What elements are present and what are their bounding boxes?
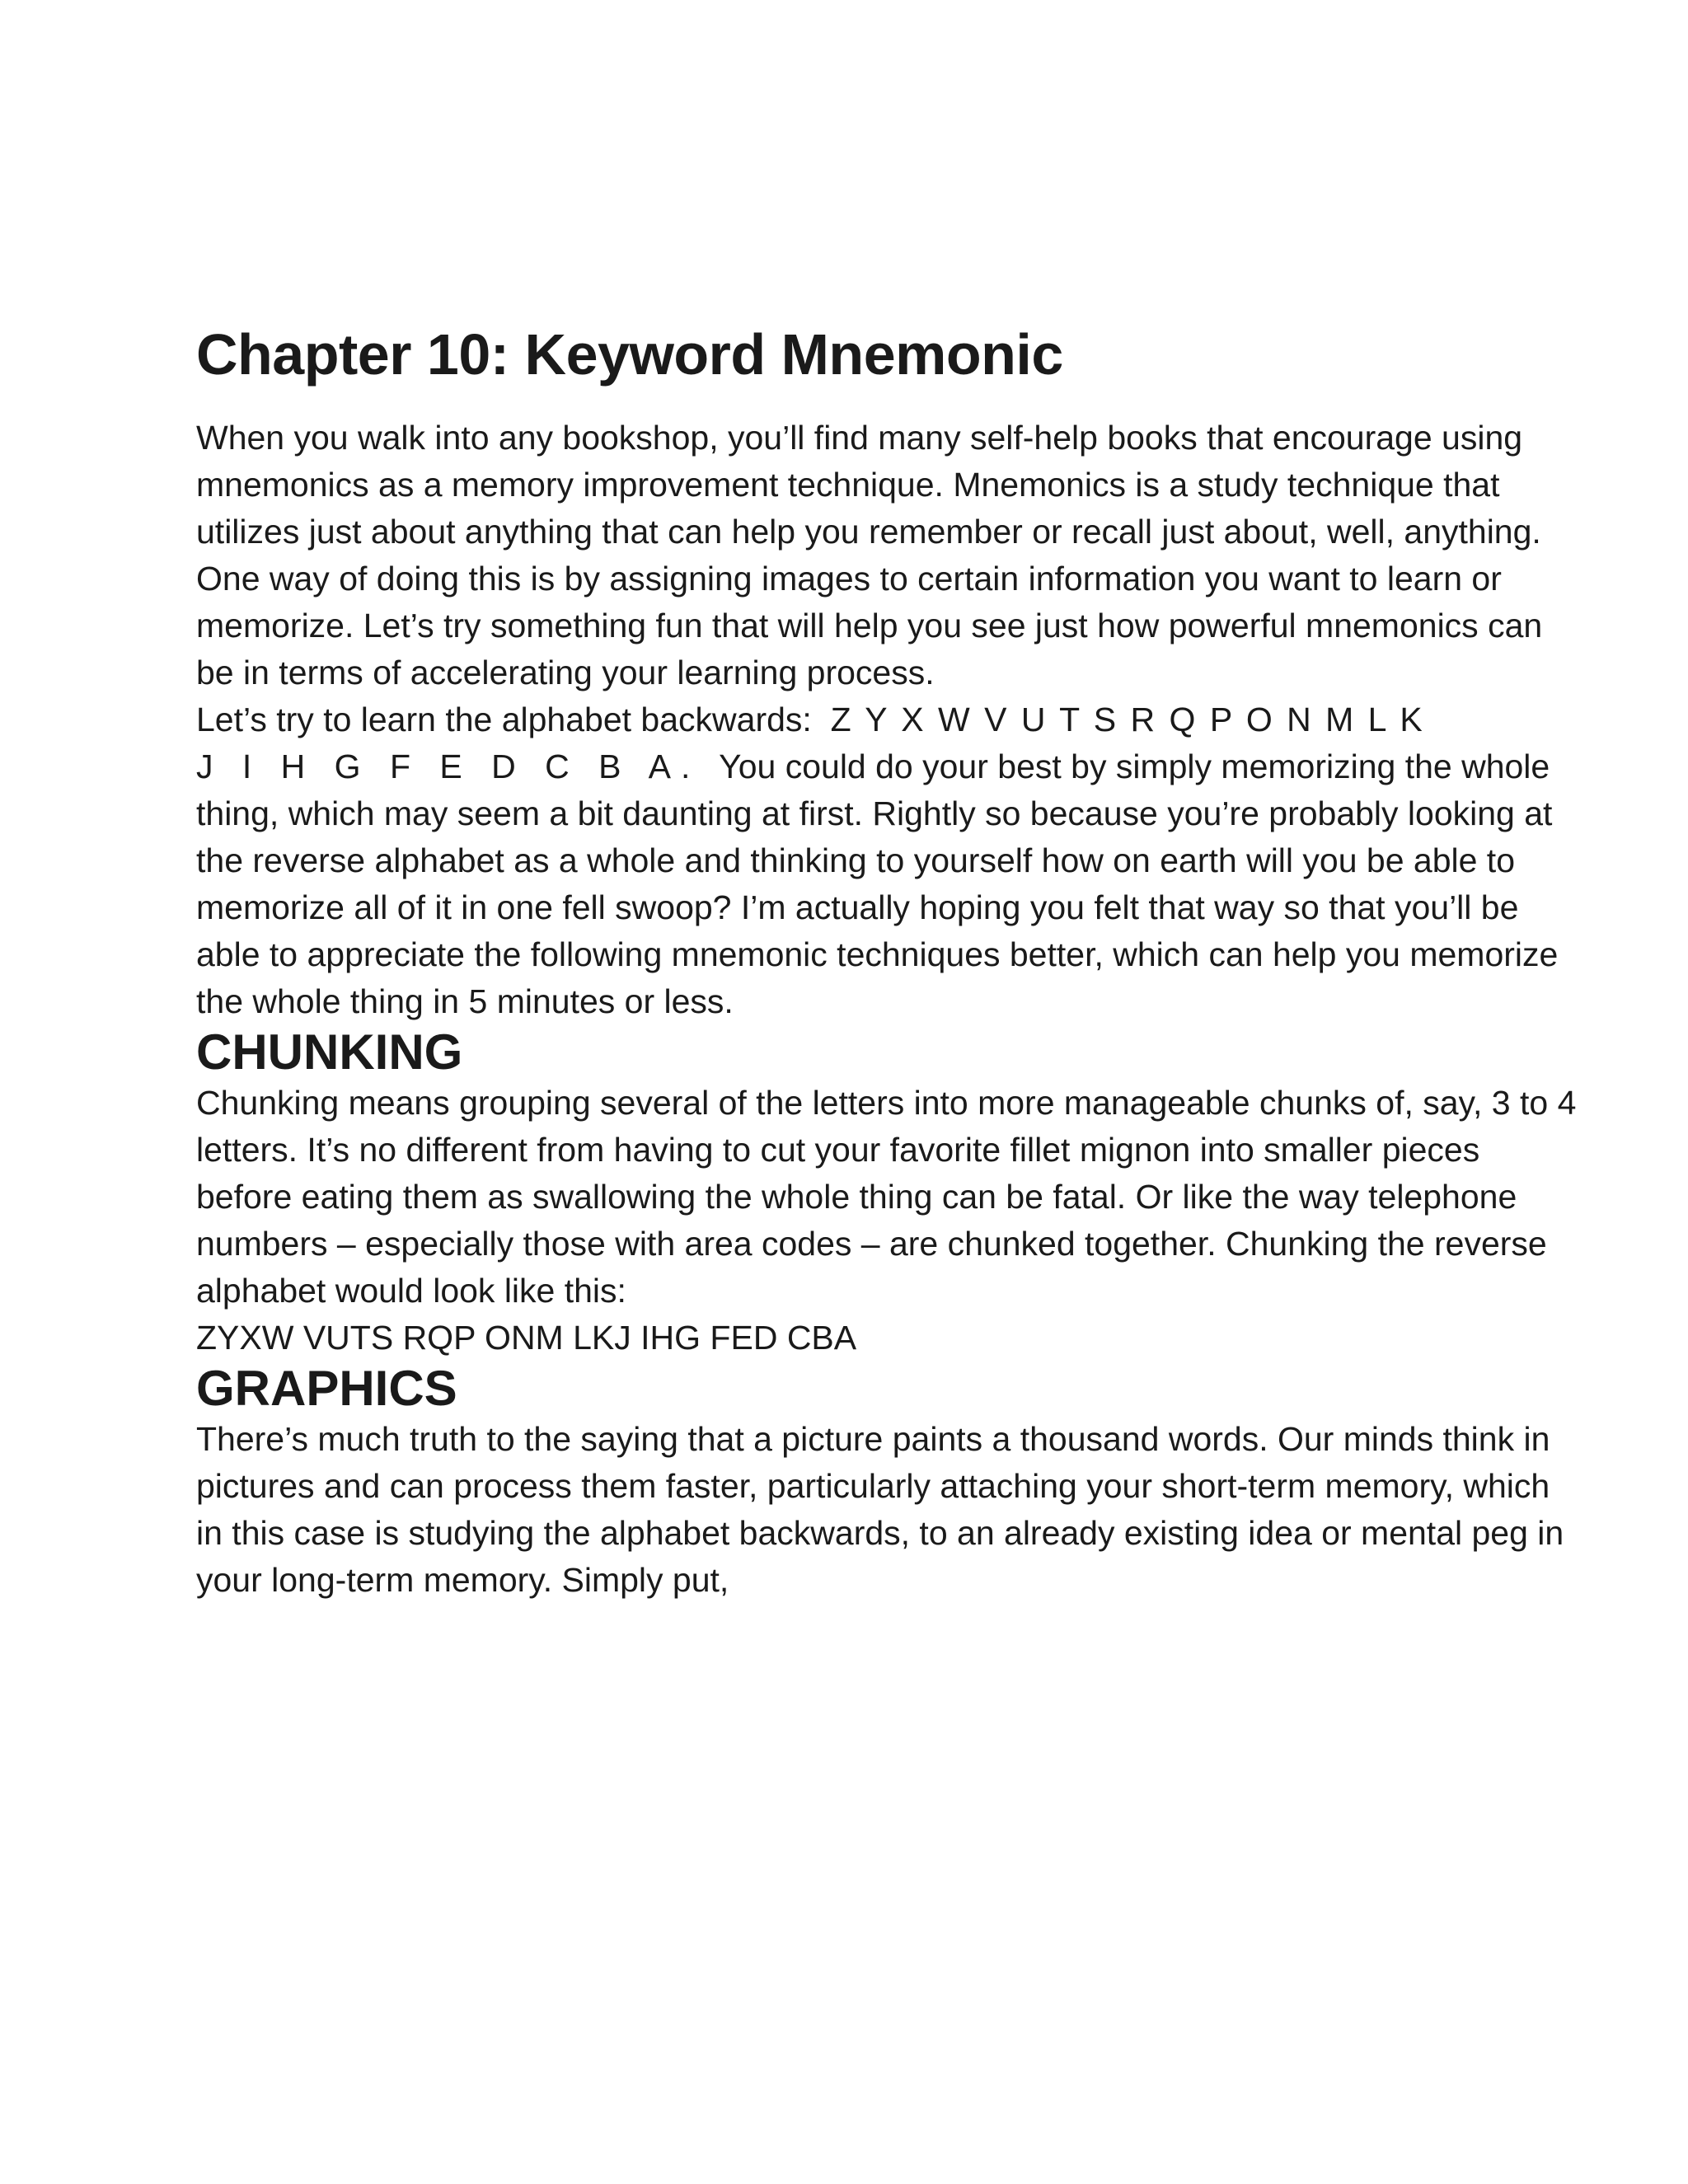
chunking-paragraph bbox=[196, 1080, 1581, 1361]
page-content bbox=[196, 323, 1581, 1604]
alphabet-backwards-paragraph bbox=[196, 696, 1581, 1025]
reverse-alphabet-sequence-part1: Z Y X W V U T S R Q P O N M L K bbox=[830, 701, 1425, 738]
chapter-title: Chapter 10: Keyword Mnemonic bbox=[196, 322, 1063, 387]
intro-paragraph: When you walk into any bookshop, you’ll find many self-help books that encourage using mnemonics as a memory improvement technique. Mnemonics is a study technique that utilizes just about anything that can help you remember or recall just about, well, anything. One way of doing this is by assigning images to certain information you want to learn or memorize. Let’s try something fun that will help you see just how powerful mnemonics can be in terms of accelerating your learning process. bbox=[196, 419, 1543, 691]
chunking-heading: CHUNKING bbox=[196, 1024, 463, 1080]
alphabet-backwards-text: You could do your best by simply memorizing the whole thing, which may seem a bit daunting at first. Rightly so because you’re probably looking at the reverse alphabet as a whole and thinking to yourself how on earth will you be able to memorize all of it in one fell swoop? I’m actually hoping you felt that way so that you’ll be able to appreciate the following mnemonic techniques better, which can help you memorize the whole thing in 5 minutes or less. bbox=[196, 748, 1559, 1020]
graphics-paragraph: There’s much truth to the saying that a picture paints a thousand words. Our minds think in pictures and can process them faster, particularly attaching your short-term memory, which in this case is studying the alphabet backwards, to an already existing idea or mental peg in your long-term memory. Simply put, bbox=[196, 1420, 1564, 1599]
chunking-text: Chunking means grouping several of the letters into more manageable chunks of, say, 3 to 4 letters. It’s no different from having to cut your favorite fillet mignon into smaller pieces before eating them as swallowing the whole thing can be fatal. Or like the way telephone numbers – especially those with area codes – are chunked together. Chunking the reverse alphabet would look like this: bbox=[196, 1084, 1577, 1310]
reverse-alphabet-sequence-part2: J I H G F E D C B A. bbox=[196, 748, 701, 785]
alphabet-backwards-lead: Let’s try to learn the alphabet backwards: bbox=[196, 701, 812, 738]
chunking-example: ZYXW VUTS RQP ONM LKJ IHG FED CBA bbox=[196, 1319, 857, 1357]
graphics-heading: GRAPHICS bbox=[196, 1361, 457, 1416]
